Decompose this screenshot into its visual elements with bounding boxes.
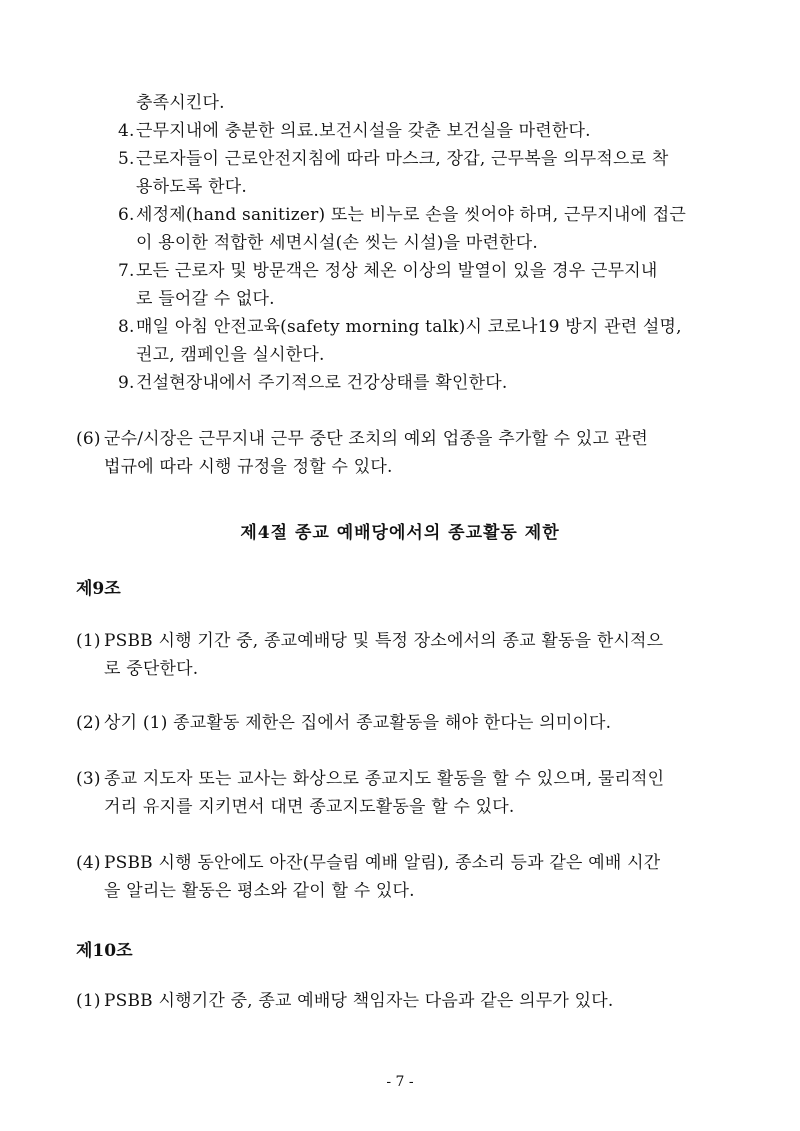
list-continuation-text: 충족시킨다. [136,93,225,113]
list-item-8-number: 8. [118,317,135,337]
article-9-para-3-line-1: 종교 지도자 또는 교사는 화상으로 종교지도 활동을 할 수 있으며, 물리적인 [104,769,665,789]
article-10-para-1-line-1: PSBB 시행기간 중, 종교 예배당 책임자는 다음과 같은 의무가 있다. [104,991,614,1011]
article-10-para-1-number: (1) [76,991,101,1011]
list-item-7-line-1: 모든 근로자 및 방문객은 정상 체온 이상의 발열이 있을 경우 근무지내 [136,261,658,281]
article-9-title: 제9조 [76,579,121,599]
article-9-para-4-line-2: 을 알리는 활동은 평소와 같이 할 수 있다. [104,881,415,901]
article-9-para-1-number: (1) [76,631,101,651]
article-9-para-4-number: (4) [76,853,101,873]
list-item-5-number: 5. [118,149,135,169]
list-item-8-line-2: 권고, 캠페인을 실시한다. [136,345,325,365]
list-item-6-number: 6. [118,205,135,225]
section-title: 제4절 종교 예배당에서의 종교활동 제한 [240,523,560,543]
paragraph-6-number: (6) [76,429,101,449]
article-9-para-1-line-1: PSBB 시행 기간 중, 종교예배당 및 특정 장소에서의 종교 활동을 한시적으 [104,631,664,651]
article-9-para-3-number: (3) [76,769,101,789]
page-number: - 7 - [386,1074,414,1090]
list-item-5-line-1: 근로자들이 근로안전지침에 따라 마스크, 장갑, 근무복을 의무적으로 착 [136,149,669,169]
article-9-para-2-line-1: 상기 (1) 종교활동 제한은 집에서 종교활동을 해야 한다는 의미이다. [104,713,612,733]
list-item-8-line-1: 매일 아침 안전교육(safety morning talk)시 코로나19 방지 관련 설명, [136,317,682,337]
article-9-para-4-line-1: PSBB 시행 동안에도 아잔(무슬림 예배 알림), 종소리 등과 같은 예배 시간 [104,853,661,873]
article-9-para-1-line-2: 로 중단한다. [104,659,199,679]
list-item-7-line-2: 로 들어갈 수 없다. [136,289,275,309]
list-item-5-line-2: 용하도록 한다. [136,177,247,197]
paragraph-6-line-1: 군수/시장은 근무지내 근무 중단 조치의 예외 업종을 추가할 수 있고 관련 [104,429,649,449]
list-item-7-number: 7. [118,261,135,281]
list-item-4-line-1: 근무지내에 충분한 의료.보건시설을 갖춘 보건실을 마련한다. [136,121,591,141]
list-item-9-line-1: 건설현장내에서 주기적으로 건강상태를 확인한다. [136,373,508,393]
list-item-9-number: 9. [118,373,135,393]
list-item-6-line-2: 이 용이한 적합한 세면시설(손 씻는 시설)을 마련한다. [136,233,538,253]
article-10-title: 제10조 [76,941,133,961]
article-9-para-2-number: (2) [76,713,101,733]
list-item-4-number: 4. [118,121,135,141]
article-9-para-3-line-2: 거리 유지를 지키면서 대면 종교지도활동을 할 수 있다. [104,797,515,817]
paragraph-6-line-2: 법규에 따라 시행 규정을 정할 수 있다. [104,457,393,477]
list-item-6-line-1: 세정제(hand sanitizer) 또는 비누로 손을 씻어야 하며, 근무지내에 접근 [136,205,686,225]
